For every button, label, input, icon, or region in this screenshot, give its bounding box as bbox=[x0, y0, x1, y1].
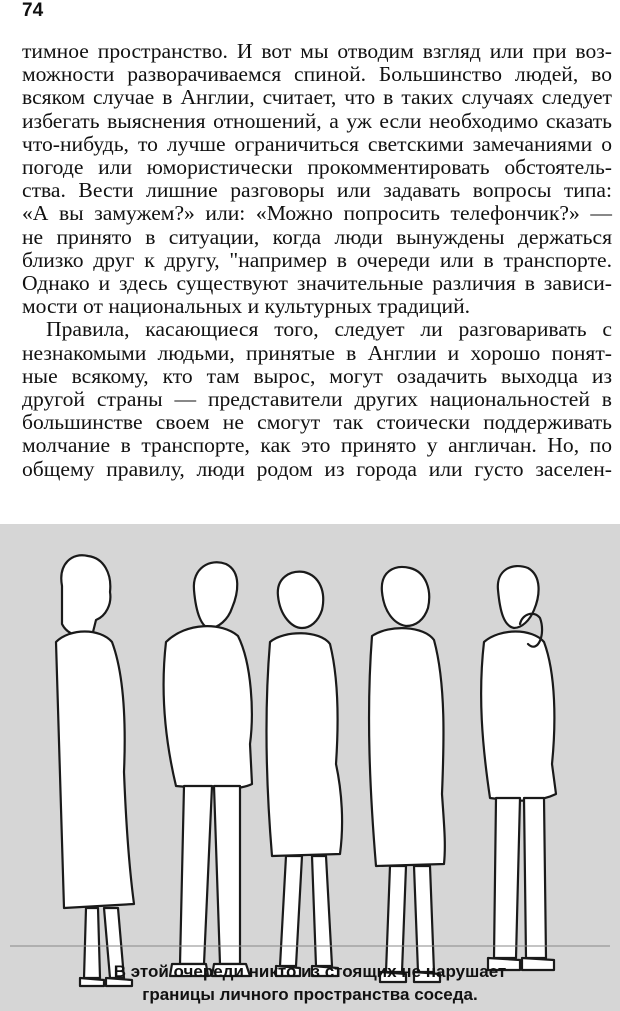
text-line: ные всякому, кто там вырос, могут озадачить выходца из bbox=[22, 363, 612, 388]
text-line: молчание в транспорте, как это принято у англичан. Но, по bbox=[22, 433, 612, 458]
text-line: мости от национальных и культурных традиций. bbox=[22, 294, 471, 319]
text-line: большинстве своем не смогут так стоически поддерживать bbox=[22, 410, 612, 435]
text-line: общему правилу, люди родом из города или густо заселен- bbox=[22, 456, 612, 481]
text-line: избегать выяснения отношений, а уж если необходимо сказать bbox=[22, 108, 612, 133]
text-line: не принято в ситуации, когда люди вынуждены держаться bbox=[22, 224, 612, 249]
caption-line: В этой очереди никто из стоящих не нарушает bbox=[113, 962, 507, 981]
queue-illustration bbox=[0, 524, 620, 1011]
body-text bbox=[22, 40, 612, 481]
text-line: Правила, касающиеся того, следует ли разговаривать с bbox=[46, 317, 612, 342]
text-line: погоде или юмористически прокомментировать обстоятель- bbox=[22, 155, 612, 180]
person-woman-2 bbox=[266, 572, 342, 976]
person-man-1 bbox=[164, 562, 252, 976]
person-woman-1 bbox=[56, 555, 134, 986]
caption-line: границы личного пространства соседа. bbox=[142, 985, 478, 1004]
text-line: ства. Вести лишние разговоры или задавать вопросы типа: bbox=[22, 178, 612, 203]
text-line: незнакомыми людьми, принятые в Англии и хорошо понят- bbox=[22, 340, 612, 365]
page-number: 74 bbox=[22, 0, 44, 21]
text-line: Однако и здесь существуют значительные различия в зависи- bbox=[22, 271, 612, 296]
figure-caption bbox=[60, 960, 560, 1006]
text-line: «А вы замужем?» или: «Можно попросить телефончик?» — bbox=[22, 201, 612, 226]
text-line: что-нибудь, то лучше ограничиться светскими замечаниями о bbox=[22, 131, 612, 156]
text-line: тимное пространство. И вот мы отводим взгляд или при воз- bbox=[22, 39, 612, 63]
queue-drawing bbox=[0, 524, 620, 1011]
text-line: близко друг к другу, "например в очереди или в транспорте. bbox=[22, 247, 612, 272]
text-line: другой страны — представители других национальностей в bbox=[22, 387, 612, 412]
person-man-2 bbox=[481, 566, 556, 970]
text-line: всяком случае в Англии, считает, что в таких случаях следует bbox=[22, 85, 612, 110]
text-line: можности разворачиваемся спиной. Большинство людей, во bbox=[22, 62, 612, 87]
person-woman-3 bbox=[369, 567, 445, 982]
